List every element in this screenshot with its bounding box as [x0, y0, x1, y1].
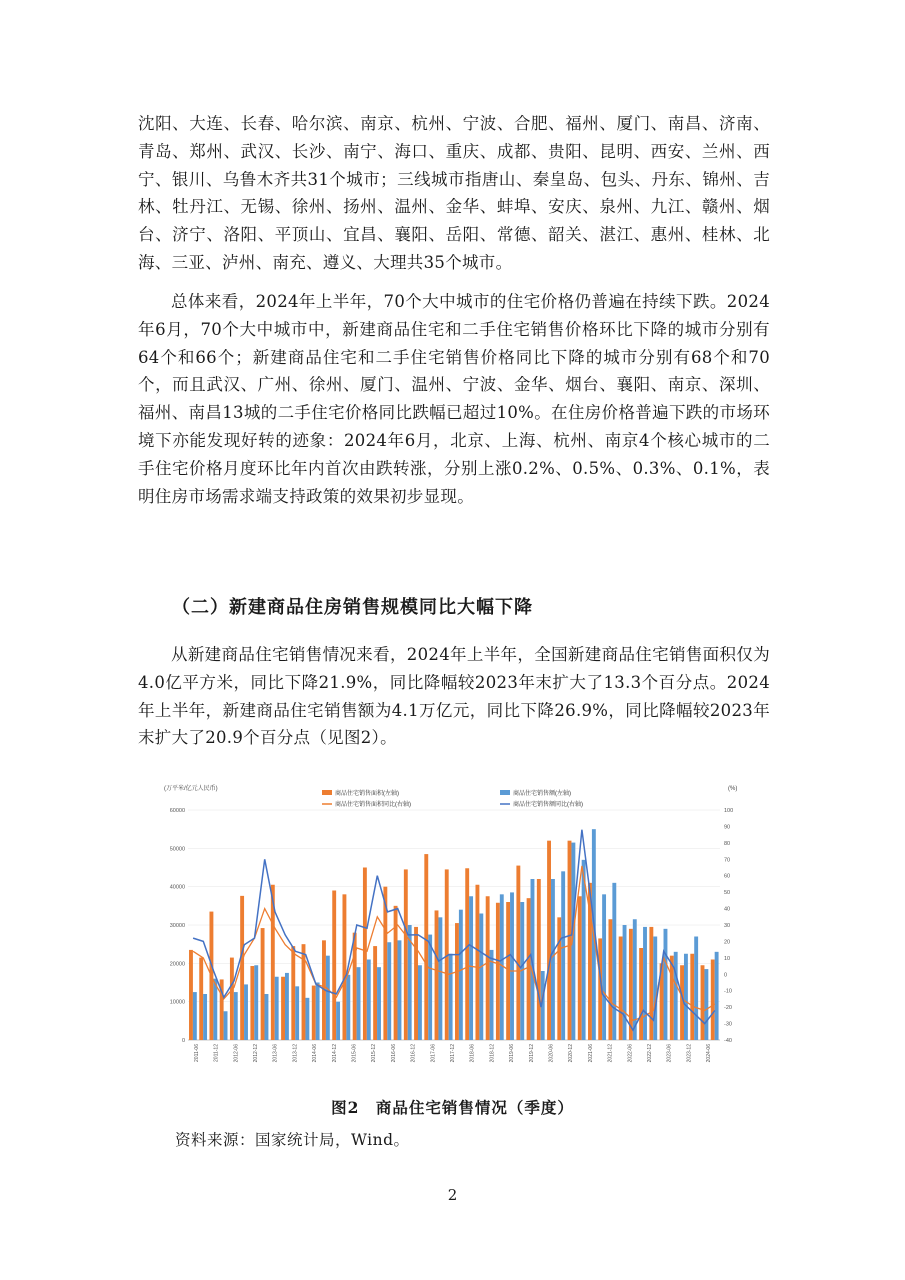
bar-amount: [664, 929, 668, 1040]
bar-amount: [469, 896, 473, 1040]
x-tick-label: 2016-06: [390, 1044, 397, 1063]
bar-amount: [305, 998, 309, 1040]
bar-area: [424, 854, 428, 1040]
bar-amount: [602, 894, 606, 1040]
bar-area: [404, 869, 408, 1040]
paragraph-price-trend: 总体来看，2024年上半年，70个大中城市的住宅价格仍普遍在持续下跌。2024年6月，70个大中城市中，新建商品住宅和二手住宅销售价格环比下降的城市分别有64个和66个；新建商品住宅和二手住宅销售价格同比下降的城市分别有68个和70个，而且武汉、广州、徐州、厦门、温州、宁波、金华、烟台、襄阳、南京、深圳、福州、南昌13城的二手住宅价格同比跌幅已超过10%。在住房价格普遍下跌的市场环境下亦能发现好转的迹象：2024年6月，北京、上海、杭州、南京4个核心城市的二手住宅价格月度环比年内首次由跌转涨，分别上涨0.2%、0.5%、0.3%、0.1%，表明住房市场需求端支持政策的效果初步显现。: [138, 292, 770, 506]
bar-area: [568, 841, 572, 1040]
bar-amount: [387, 942, 391, 1040]
bar-area: [373, 946, 377, 1040]
right-tick-label: 80: [724, 840, 731, 847]
bar-area: [189, 950, 193, 1040]
x-tick-label: 2014-12: [331, 1044, 338, 1063]
legend-label-amount: 商品住宅销售额(左轴): [513, 791, 571, 797]
bar-area: [701, 965, 705, 1040]
x-tick-label: 2011-06: [193, 1044, 200, 1062]
right-tick-label: 40: [724, 906, 731, 913]
bar-area: [516, 866, 520, 1040]
bar-area: [465, 868, 469, 1040]
bar-area: [291, 946, 295, 1040]
bar-amount: [316, 983, 320, 1041]
x-tick-label: 2013-12: [292, 1044, 299, 1063]
left-tick-label: 50000: [169, 846, 185, 853]
bar-amount: [326, 956, 330, 1040]
bar-amount: [551, 879, 555, 1040]
right-tick-label: 50: [724, 890, 731, 897]
legend-swatch-area: [322, 790, 332, 795]
bar-area: [527, 898, 531, 1040]
bar-amount: [623, 925, 627, 1040]
bar-area: [435, 910, 439, 1040]
bar-amount: [418, 965, 422, 1040]
x-tick-label: 2015-06: [351, 1044, 358, 1063]
bar-amount: [224, 1011, 228, 1040]
bar-amount: [285, 973, 289, 1040]
x-tick-label: 2021-06: [587, 1044, 594, 1063]
x-tick-label: 2019-12: [528, 1044, 535, 1063]
left-tick-label: 10000: [169, 999, 185, 1006]
page-number: 2: [447, 1186, 458, 1204]
bar-area: [547, 841, 551, 1040]
bar-amount: [193, 992, 197, 1040]
bar-area: [312, 986, 316, 1040]
bar-amount: [633, 919, 637, 1040]
bar-area: [496, 903, 500, 1040]
figure-2-chart: [160, 778, 748, 1086]
bar-amount: [704, 969, 708, 1040]
x-axis-ticks: [194, 1044, 712, 1063]
x-tick-label: 2018-06: [469, 1044, 476, 1063]
x-tick-label: 2020-06: [548, 1044, 555, 1063]
left-tick-label: 60000: [169, 808, 185, 814]
bar-amount: [694, 937, 698, 1041]
x-tick-label: 2022-12: [647, 1044, 654, 1063]
x-tick-label: 2014-06: [312, 1044, 319, 1063]
right-tick-label: 20: [724, 939, 731, 946]
bar-area: [342, 894, 346, 1040]
x-tick-label: 2018-12: [489, 1044, 496, 1063]
bar-area: [619, 937, 623, 1041]
bar-amount: [561, 871, 565, 1040]
right-tick-label: 100: [724, 808, 734, 814]
x-tick-label: 2020-12: [568, 1044, 575, 1063]
bar-amount: [674, 952, 678, 1040]
bar-amount: [428, 935, 432, 1040]
bar-amount: [254, 965, 258, 1040]
right-tick-label: -40: [724, 1038, 732, 1044]
bar-amount: [612, 883, 616, 1040]
legend-swatch-amount: [500, 790, 510, 795]
right-tick-label: 70: [724, 857, 731, 864]
bar-amount: [234, 992, 238, 1040]
x-tick-label: 2013-06: [272, 1044, 279, 1063]
bar-amount: [265, 994, 269, 1040]
bar-amount: [367, 960, 371, 1041]
right-tick-label: 0: [724, 972, 728, 979]
bar-area: [639, 948, 643, 1040]
source-note: 资料来源：国家统计局，Wind。: [175, 1131, 410, 1149]
bar-area: [578, 896, 582, 1040]
legend-label-amount-yoy: 商品住宅销售额同比(右轴): [513, 802, 583, 808]
x-tick-label: 2017-12: [450, 1044, 456, 1063]
bar-amount: [438, 917, 442, 1040]
x-tick-label: 2024-06: [706, 1044, 713, 1063]
bar-amount: [510, 892, 514, 1040]
x-tick-label: 2019-06: [509, 1044, 516, 1063]
x-tick-label: 2015-12: [371, 1044, 378, 1063]
x-tick-label: 2012-12: [252, 1044, 259, 1063]
right-tick-label: 30: [724, 923, 731, 929]
bar-amount: [459, 910, 463, 1040]
legend-label-area-yoy: 商品住宅销售面积同比(右轴): [335, 802, 411, 808]
bar-amount: [377, 967, 381, 1040]
bar-amount: [643, 927, 647, 1040]
right-tick-label: 60: [724, 873, 731, 880]
bar-area: [261, 928, 265, 1040]
bar-area: [475, 885, 479, 1040]
x-tick-label: 2011-12: [213, 1044, 220, 1062]
bar-amount: [653, 937, 657, 1041]
bar-area: [414, 927, 418, 1040]
x-tick-label: 2023-06: [666, 1044, 673, 1063]
right-axis-unit: (%): [728, 786, 738, 792]
x-tick-label: 2021-12: [607, 1044, 614, 1063]
bar-amount: [203, 994, 207, 1040]
paragraph-city-tiers: 沈阳、大连、长春、哈尔滨、南京、杭州、宁波、合肥、福州、厦门、南昌、济南、青岛、郑州、武汉、长沙、南宁、海口、重庆、成都、贵阳、昆明、西安、兰州、西宁、银川、乌鲁木齐共31个城市；三线城市指唐山、秦皇岛、包头、丹东、锦州、吉林、牡丹江、无锡、徐州、扬州、温州、金华、蚌埠、安庆、泉州、九江、赣州、烟台、济宁、洛阳、平顶山、宜昌、襄阳、岳阳、常德、韶关、湛江、惠州、桂林、北海、三亚、泸州、南充、遵义、大理共35个城市。: [138, 114, 770, 272]
bar-area: [332, 891, 336, 1041]
bar-area: [670, 956, 674, 1040]
section-heading: （二）新建商品住房销售规模同比大幅下降: [172, 597, 533, 618]
right-tick-label: 10: [724, 955, 731, 962]
bar-area: [455, 923, 459, 1040]
bar-area: [486, 896, 490, 1040]
bar-area: [711, 960, 715, 1041]
right-tick-label: -30: [724, 1021, 732, 1028]
bar-area: [281, 977, 285, 1040]
chart-legend: [322, 789, 583, 808]
left-axis-ticks: [170, 808, 185, 1044]
bar-area: [537, 879, 541, 1040]
bar-area: [690, 954, 694, 1040]
bar-amount: [398, 940, 402, 1040]
bar-amount: [357, 967, 361, 1040]
x-tick-label: 2022-06: [627, 1044, 634, 1063]
right-axis-ticks: [724, 808, 733, 1044]
bar-amount: [684, 954, 688, 1040]
bar-amount: [336, 1002, 340, 1040]
bar-area: [557, 917, 561, 1040]
bar-area: [649, 927, 653, 1040]
bar-amount: [244, 984, 248, 1040]
bar-area: [608, 919, 612, 1040]
x-tick-label: 2016-12: [410, 1044, 417, 1063]
bar-amount: [213, 979, 217, 1040]
left-axis-unit: (万平米/亿元人民币): [164, 786, 218, 792]
right-tick-label: -10: [724, 988, 732, 995]
x-tick-label: 2023-12: [686, 1044, 693, 1063]
x-tick-label: 2017-06: [430, 1044, 437, 1063]
bar-area: [230, 958, 234, 1040]
paragraph-sales-volume: 从新建商品住宅销售情况来看，2024年上半年，全国新建商品住宅销售面积仅为4.0亿平方米，同比下降21.9%，同比降幅较2023年末扩大了13.3个百分点。2024年上半年，新建商品住宅销售额为4.1万亿元，同比下降26.9%，同比降幅较2023年末扩大了20.9个百分点（见图2）。: [138, 645, 770, 748]
left-tick-label: 40000: [169, 884, 185, 891]
left-tick-label: 0: [181, 1038, 185, 1044]
bar-amount: [449, 954, 453, 1040]
right-tick-label: 90: [724, 824, 731, 831]
left-tick-label: 20000: [169, 961, 185, 968]
legend-label-area: 商品住宅销售面积(左轴): [335, 791, 399, 797]
bar-amount: [479, 914, 483, 1041]
left-tick-label: 30000: [169, 923, 185, 929]
bar-amount: [275, 977, 279, 1040]
figure-caption: 图2 商品住宅销售情况（季度）: [331, 1098, 574, 1117]
x-tick-label: 2012-06: [233, 1044, 240, 1063]
right-tick-label: -20: [724, 1005, 732, 1012]
bar-area: [199, 958, 203, 1040]
bar-amount: [490, 950, 494, 1040]
bar-area: [363, 868, 367, 1041]
bar-amount: [715, 952, 719, 1040]
bar-area: [250, 966, 254, 1040]
bar-amount: [346, 975, 350, 1040]
bar-amount: [295, 986, 299, 1040]
